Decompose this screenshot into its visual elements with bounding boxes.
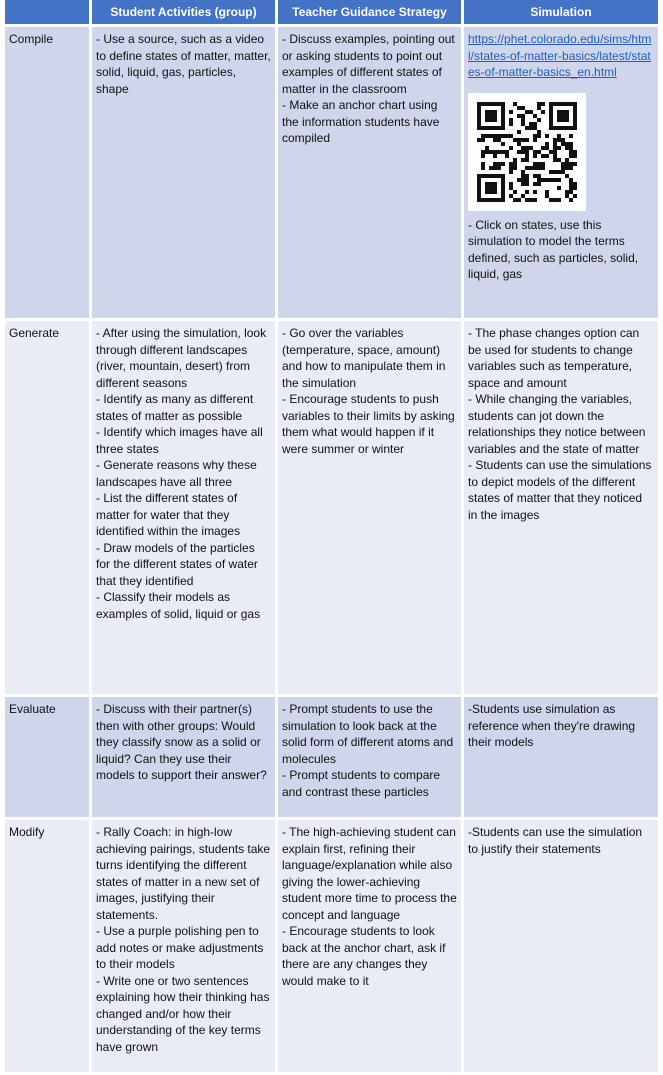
simulation-cell — [464, 321, 658, 697]
lesson-plan-table — [2, 0, 661, 1075]
list-item: - Write one or two sentences explaining how their thinking has changed and/or how their understanding of the key terms have grown — [96, 973, 270, 1054]
simulation-cell — [464, 820, 658, 1075]
header-row — [5, 0, 658, 27]
list-item: - The phase changes option can be used for students to change variables such as temperature, space and amount — [468, 326, 640, 390]
list-item: - Use a source, such as a video to define states of matter, matter, solid, liquid, gas, particles, shape — [96, 32, 271, 96]
student-activities-cell — [92, 697, 275, 820]
simulation-cell — [464, 27, 658, 321]
teacher-guidance-cell — [278, 27, 461, 321]
simulation-link[interactable]: https://phet.colorado.edu/sims/html/states-of-matter-basics/latest/states-of-matter-basics_en.html — [468, 32, 652, 79]
list-item: - Rally Coach: in high-low achieving pairings, students take turns identifying the different states of matter in a new set of images, justifying their statements. — [96, 825, 271, 922]
list-item: - List the different states of matter for water that they identified within the images — [96, 491, 241, 538]
list-item: - Make an anchor chart using the information students have compiled — [282, 98, 440, 145]
simulation-cell — [464, 697, 658, 820]
list-item: - Go over the variables (temperature, space, amount) and how to manipulate them in the simulation — [282, 326, 446, 390]
list-item: - Encourage students to push variables to their limits by asking them what would happen if it were summer or winter — [282, 392, 455, 456]
teacher-guidance-cell — [278, 321, 461, 697]
row-label: Compile — [5, 27, 89, 321]
list-item: - Discuss with their partner(s) then with other groups: Would they classify snow as a solid or liquid? Can they use their models to support their answer? — [96, 702, 267, 782]
list-item: - While changing the variables, students can jot down the relationships they notice between variables and the state of matter — [468, 392, 646, 456]
header-simulation: Simulation — [464, 0, 658, 27]
row-label: Evaluate — [5, 697, 89, 820]
list-item: - Classify their models as examples of solid, liquid or gas — [96, 590, 261, 621]
qr-code-icon — [468, 93, 586, 211]
teacher-guidance-cell — [278, 697, 461, 820]
header-teacher-guidance: Teacher Guidance Strategy — [278, 0, 461, 27]
list-item: - Prompt students to use the simulation to look back at the solid form of different atoms and molecules — [282, 702, 454, 766]
row-label: Modify — [5, 820, 89, 1075]
list-item: - Identify which images have all three states — [96, 425, 263, 456]
list-item: - After using the simulation, look through different landscapes (river, mountain, desert) from different seasons — [96, 326, 267, 390]
list-item: -Students use simulation as reference when they're drawing their models — [468, 702, 636, 749]
list-item: - Identify as many as different states of matter as possible — [96, 392, 254, 423]
list-item: - Students can use the simulations to depict models of the different states of matter that they noticed in the images — [468, 458, 652, 522]
list-item: - Draw models of the particles for the different states of water that they identified — [96, 540, 258, 588]
row-evaluate — [5, 697, 658, 820]
row-label: Generate — [5, 321, 89, 697]
row-compile — [5, 27, 658, 321]
student-activities-cell — [92, 321, 275, 697]
row-generate — [5, 321, 658, 697]
list-item: -Students can use the simulation to justify their statements — [468, 825, 643, 856]
list-item: - Use a purple polishing pen to add notes or make adjustments to their models — [96, 924, 264, 971]
teacher-guidance-cell — [278, 820, 461, 1075]
list-item: - Encourage students to look back at the anchor chart, ask if there are any changes they would make to it — [282, 924, 446, 988]
row-modify — [5, 820, 658, 1075]
student-activities-cell — [92, 820, 275, 1075]
list-item: - Click on states, use this simulation to model the terms defined, such as particles, solid, liquid, gas — [468, 217, 639, 281]
list-item: - Generate reasons why these landscapes have all three — [96, 458, 257, 489]
list-item: - Discuss examples, pointing out or asking students to point out examples of different states of matter in the classroom — [282, 32, 455, 96]
student-activities-cell — [92, 27, 275, 321]
list-item: - Prompt students to compare and contrast these particles — [282, 768, 441, 799]
header-student-activities: Student Activities (group) — [92, 0, 275, 27]
list-item: - The high-achieving student can explain first, refining their language/explanation while also giving the lower-achieving student more time to process the concept and language — [282, 825, 457, 922]
header-blank — [5, 0, 89, 27]
